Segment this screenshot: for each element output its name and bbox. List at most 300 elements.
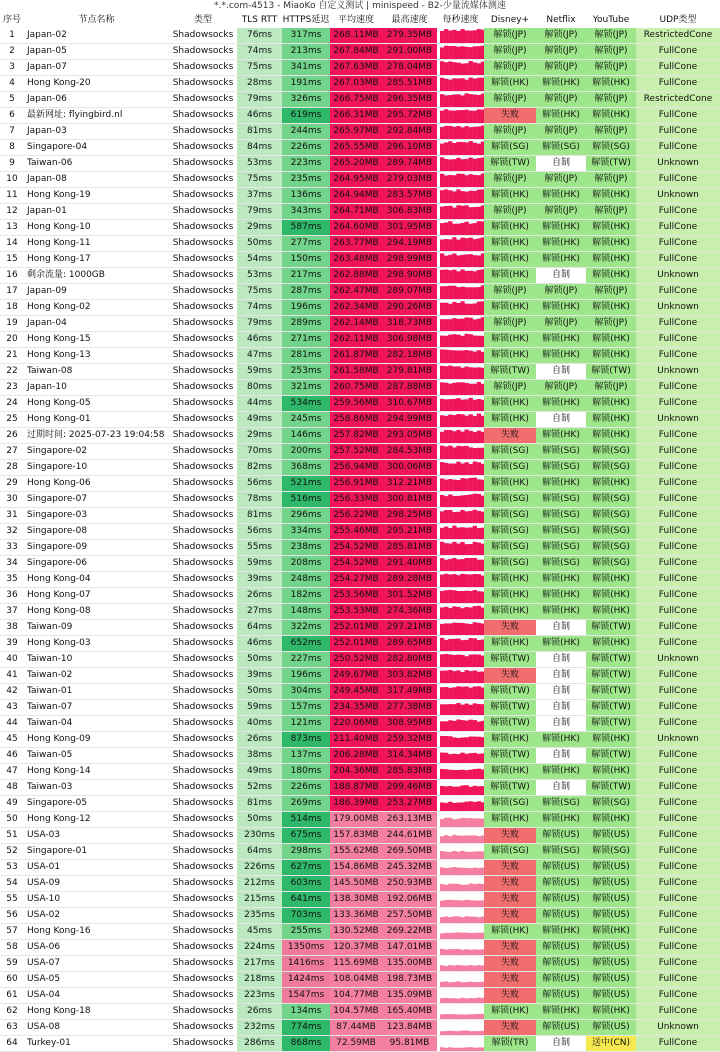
avg-speed: 257.52MB [330,444,382,460]
netflix-status: 解锁(SG) [536,524,586,540]
udp-type: FullCone [636,828,720,844]
youtube-status: 解锁(SG) [586,524,636,540]
speed-sparkline [440,780,484,795]
speed-sparkline [440,92,484,107]
max-speed: 257.50MB [382,908,437,924]
speed-bar [481,656,484,667]
youtube-status: 解锁(US) [586,988,636,1004]
speed-bar [460,527,464,539]
max-speed: 300.81MB [382,492,437,508]
speed-bar [456,900,460,907]
speed-bar [477,109,481,123]
speed-bar [469,801,473,811]
node-type: Shadowsocks [169,316,237,332]
netflix-status: 解锁(HK) [536,220,586,236]
table-row [0,700,720,716]
column-header-udp-type: UDP类型 [636,12,720,28]
speed-bar [460,885,464,891]
speed-bar [481,819,484,827]
speed-sparkline [440,588,484,603]
speed-bar [469,753,473,763]
speed-bar [448,544,452,555]
node-name: Hong Kong-13 [24,348,169,364]
netflix-status: 解锁(HK) [536,1004,586,1020]
disney-status: 解锁(TW) [484,652,536,668]
row-index: 27 [0,444,24,460]
udp-type: Unknown [636,300,720,316]
speed-bar [448,818,452,827]
speed-bar [452,949,456,955]
avg-speed: 138.30MB [330,892,382,908]
node-type: Shadowsocks [169,476,237,492]
table-row [0,556,720,572]
per-second-speed-graph [437,316,484,332]
page-title: *.*.com-4513 - MiaoKo 自定义测试 | minispeed - B2-少量流媒体测速 [214,1,506,11]
speed-bar [481,544,484,555]
speed-bar [473,191,477,203]
tls-rtt: 75ms [237,284,282,300]
netflix-status: 解锁(US) [536,908,586,924]
disney-status: 失败 [484,956,536,972]
speed-sparkline [440,476,484,491]
speed-bar [477,965,481,971]
table-row [0,572,720,588]
https-latency: 134ms [282,1004,330,1020]
speed-bar [440,851,444,859]
node-name: USA-08 [24,1020,169,1036]
speed-bar [444,109,448,123]
speed-bar [460,900,464,907]
speed-bar [444,803,448,811]
speed-bar [452,1031,456,1035]
speed-bar [460,206,464,219]
avg-speed: 264.94MB [330,188,382,204]
speed-bar [440,61,444,75]
node-name: Singapore-05 [24,796,169,812]
node-name: Hong Kong-12 [24,812,169,828]
tls-rtt: 79ms [237,316,282,332]
udp-type: Unknown [636,364,720,380]
speed-bar [465,142,469,155]
https-latency: 514ms [282,812,330,828]
table-row [0,364,720,380]
udp-type: FullCone [636,316,720,332]
table-row [0,604,720,620]
disney-status: 解锁(HK) [484,236,536,252]
speed-bar [448,95,452,107]
speed-bar [452,286,456,299]
speed-sparkline [440,748,484,763]
tls-rtt: 49ms [237,412,282,428]
speed-bar [477,528,481,539]
table-row [0,508,720,524]
speed-sparkline [440,428,484,443]
tls-rtt: 39ms [237,572,282,588]
speed-bar [460,1031,464,1035]
tls-rtt: 56ms [237,524,282,540]
tls-rtt: 74ms [237,300,282,316]
max-speed: 289.65MB [382,636,437,652]
speed-bar [469,638,473,651]
speed-bar [456,224,460,235]
udp-type: FullCone [636,716,720,732]
node-type: Shadowsocks [169,588,237,604]
https-latency: 322ms [282,620,330,636]
node-type: Shadowsocks [169,156,237,172]
speed-bar [477,606,481,619]
tls-rtt: 46ms [237,636,282,652]
table-row [0,188,720,204]
node-type: Shadowsocks [169,204,237,220]
per-second-speed-graph [437,556,484,572]
speed-bar [469,1031,473,1035]
speed-bar [448,770,452,779]
node-type: Shadowsocks [169,1004,237,1020]
udp-type: FullCone [636,252,720,268]
udp-type: FullCone [636,556,720,572]
node-name: Japan-10 [24,380,169,396]
speed-sparkline [440,620,484,635]
speed-bar [473,143,477,155]
node-type: Shadowsocks [169,652,237,668]
node-type: Shadowsocks [169,284,237,300]
node-type: Shadowsocks [169,764,237,780]
speed-bar [448,884,452,891]
avg-speed: 255.46MB [330,524,382,540]
speed-bar [465,528,469,539]
avg-speed: 179.00MB [330,812,382,828]
disney-status: 解锁(HK) [484,348,536,364]
column-header-disney: Disney+ [484,12,536,28]
tls-rtt: 50ms [237,652,282,668]
speed-bar [456,623,460,635]
speed-bar [452,671,456,683]
speed-bar [477,543,481,555]
node-type: Shadowsocks [169,636,237,652]
udp-type: FullCone [636,588,720,604]
max-speed: 282.80MB [382,652,437,668]
tls-rtt: 232ms [237,1020,282,1036]
speed-sparkline [440,956,484,971]
table-row [0,956,720,972]
speed-bar [448,654,452,667]
tls-rtt: 50ms [237,236,282,252]
speed-bar [465,350,469,363]
https-latency: 146ms [282,428,330,444]
udp-type: FullCone [636,972,720,988]
speed-bar [456,63,460,75]
speed-bar [460,478,464,491]
https-latency: 317ms [282,28,330,44]
speed-sparkline [440,28,484,43]
node-name: Hong Kong-03 [24,636,169,652]
speed-bar [444,721,448,731]
speed-bar [452,30,456,43]
tls-rtt: 28ms [237,76,282,92]
youtube-status: 解锁(US) [586,876,636,892]
per-second-speed-graph [437,972,484,988]
speed-bar [477,127,481,140]
node-type: Shadowsocks [169,604,237,620]
speed-bar [456,559,460,571]
column-header-index: 序号 [0,12,24,28]
disney-status: 解锁(SG) [484,508,536,524]
speed-bar [456,126,460,139]
netflix-status: 自制 [536,748,586,764]
speed-bar [440,819,444,827]
disney-status: 失败 [484,876,536,892]
per-second-speed-graph [437,76,484,92]
tls-rtt: 230ms [237,828,282,844]
netflix-status: 解锁(HK) [536,732,586,748]
speed-bar [473,670,477,683]
speed-bar [481,400,484,411]
per-second-speed-graph [437,540,484,556]
speed-bar [469,835,473,843]
speed-bar [440,286,444,299]
max-speed: 289.07MB [382,284,437,300]
youtube-status: 解锁(TW) [586,620,636,636]
speed-bar [452,399,456,411]
column-header-netflix: Netflix [536,12,586,28]
speed-bar [460,802,464,811]
row-index: 48 [0,780,24,796]
udp-type: FullCone [636,604,720,620]
speed-bar [452,900,456,907]
speed-bar [477,336,481,347]
speed-bar [452,270,456,283]
speed-bar [452,574,456,587]
speed-bar [452,787,456,795]
speed-bar [448,399,452,411]
node-name: 过期时间: 2025-07-23 19:04:58 [24,428,169,444]
https-latency: 289ms [282,316,330,332]
speed-bar [481,352,484,363]
speed-bar [456,819,460,827]
max-speed: 279.03MB [382,172,437,188]
node-name: Singapore-06 [24,556,169,572]
speed-sparkline [440,316,484,331]
speed-bar [460,818,464,827]
https-latency: 200ms [282,444,330,460]
speed-bar [460,174,464,187]
row-index: 32 [0,524,24,540]
speed-bar [460,559,464,571]
speed-bar [444,590,448,603]
avg-speed: 260.75MB [330,380,382,396]
netflix-status: 解锁(HK) [536,300,586,316]
node-type: Shadowsocks [169,908,237,924]
max-speed: 293.05MB [382,428,437,444]
speed-bar [456,158,460,171]
row-index: 38 [0,620,24,636]
youtube-status: 解锁(TW) [586,716,636,732]
avg-speed: 253.56MB [330,588,382,604]
speed-bar [473,900,477,907]
netflix-status: 解锁(HK) [536,108,586,124]
speed-bar [440,47,444,59]
speed-bar [456,205,460,219]
netflix-status: 解锁(JP) [536,284,586,300]
max-speed: 274.36MB [382,604,437,620]
speed-sparkline [440,940,484,955]
speed-bar [481,237,484,251]
speed-bar [477,686,481,699]
speed-bar [440,591,444,603]
speed-bar [444,239,448,251]
udp-type: FullCone [636,940,720,956]
speed-bar [477,801,481,811]
speed-bar [444,189,448,203]
node-type: Shadowsocks [169,508,237,524]
speed-bar [465,656,469,667]
table-row [0,44,720,60]
per-second-speed-graph [437,156,484,172]
youtube-status: 解锁(US) [586,956,636,972]
disney-status: 解锁(TW) [484,716,536,732]
speed-bar [456,607,460,619]
speed-bar [440,1047,444,1051]
youtube-status: 解锁(HK) [586,588,636,604]
speed-bar [465,868,469,875]
tls-rtt: 215ms [237,892,282,908]
speed-bar [481,285,484,299]
row-index: 51 [0,828,24,844]
node-name: Taiwan-05 [24,748,169,764]
speed-bar [477,399,481,411]
max-speed: 299.46MB [382,780,437,796]
speed-bar [448,255,452,267]
speed-bar [448,528,452,539]
speed-bar [460,574,464,587]
https-latency: 227ms [282,652,330,668]
per-second-speed-graph [437,348,484,364]
tls-rtt: 59ms [237,700,282,716]
youtube-status: 解锁(US) [586,828,636,844]
speed-bar [456,575,460,587]
per-second-speed-graph [437,988,484,1004]
speed-bar [469,933,473,939]
speed-sparkline [440,108,484,123]
disney-status: 解锁(JP) [484,92,536,108]
speed-bar [473,111,477,123]
speed-bar [477,836,481,843]
max-speed: 123.84MB [382,1020,437,1036]
row-index: 54 [0,876,24,892]
speed-sparkline [440,732,484,747]
speed-bar [477,175,481,187]
max-speed: 285.51MB [382,76,437,92]
speed-bar [452,480,456,491]
node-type: Shadowsocks [169,428,237,444]
disney-status: 解锁(TW) [484,364,536,380]
disney-status: 解锁(JP) [484,44,536,60]
speed-bar [481,336,484,347]
speed-bar [448,110,452,123]
speed-bar [460,269,464,283]
speed-bar [481,836,484,843]
speed-bar [440,190,444,203]
youtube-status: 解锁(SG) [586,540,636,556]
youtube-status: 解锁(SG) [586,460,636,476]
speed-bar [469,671,473,683]
netflix-status: 自制 [536,652,586,668]
netflix-status: 自制 [536,780,586,796]
max-speed: 296.35MB [382,92,437,108]
tls-rtt: 81ms [237,508,282,524]
netflix-status: 解锁(JP) [536,380,586,396]
speed-bar [448,221,452,235]
netflix-status: 解锁(HK) [536,348,586,364]
max-speed: 289.74MB [382,156,437,172]
disney-status: 解锁(SG) [484,540,536,556]
node-type: Shadowsocks [169,188,237,204]
speed-bar [481,1014,484,1019]
per-second-speed-graph [437,124,484,140]
speed-bar [440,111,444,123]
speed-bar [448,982,452,987]
speed-bar [477,933,481,939]
speed-bar [473,335,477,347]
tls-rtt: 78ms [237,492,282,508]
speed-bar [440,949,444,955]
speed-bar [465,366,469,379]
tls-rtt: 44ms [237,396,282,412]
speed-sparkline [440,236,484,251]
youtube-status: 解锁(SG) [586,844,636,860]
speed-bar [460,432,464,443]
netflix-status: 自制 [536,412,586,428]
speed-bar [473,416,477,427]
max-speed: 245.32MB [382,860,437,876]
avg-speed: 104.57MB [330,1004,382,1020]
youtube-status: 解锁(HK) [586,332,636,348]
speed-bar [465,479,469,491]
row-index: 19 [0,316,24,332]
youtube-status: 解锁(HK) [586,636,636,652]
tls-rtt: 70ms [237,444,282,460]
speed-bar [444,463,448,475]
node-name: Hong Kong-10 [24,220,169,236]
node-type: Shadowsocks [169,972,237,988]
youtube-status: 解锁(TW) [586,684,636,700]
speed-sparkline [440,764,484,779]
node-type: Shadowsocks [169,492,237,508]
speed-bar [481,110,484,123]
node-name: Singapore-10 [24,460,169,476]
speed-bar [444,769,448,779]
row-index: 40 [0,652,24,668]
speed-bar [444,966,448,971]
max-speed: 244.61MB [382,828,437,844]
speed-bar [481,900,484,907]
row-index: 64 [0,1036,24,1052]
speed-bar [456,803,460,811]
speed-bar [473,654,477,667]
speed-bar [452,965,456,971]
netflix-status: 解锁(JP) [536,60,586,76]
row-index: 31 [0,508,24,524]
udp-type: FullCone [636,636,720,652]
speed-bar [456,174,460,187]
udp-type: FullCone [636,780,720,796]
speed-bar [440,575,444,587]
avg-speed: 115.69MB [330,956,382,972]
netflix-status: 自制 [536,716,586,732]
speed-bar [481,512,484,523]
speed-bar [465,933,469,939]
speed-bar [469,852,473,859]
